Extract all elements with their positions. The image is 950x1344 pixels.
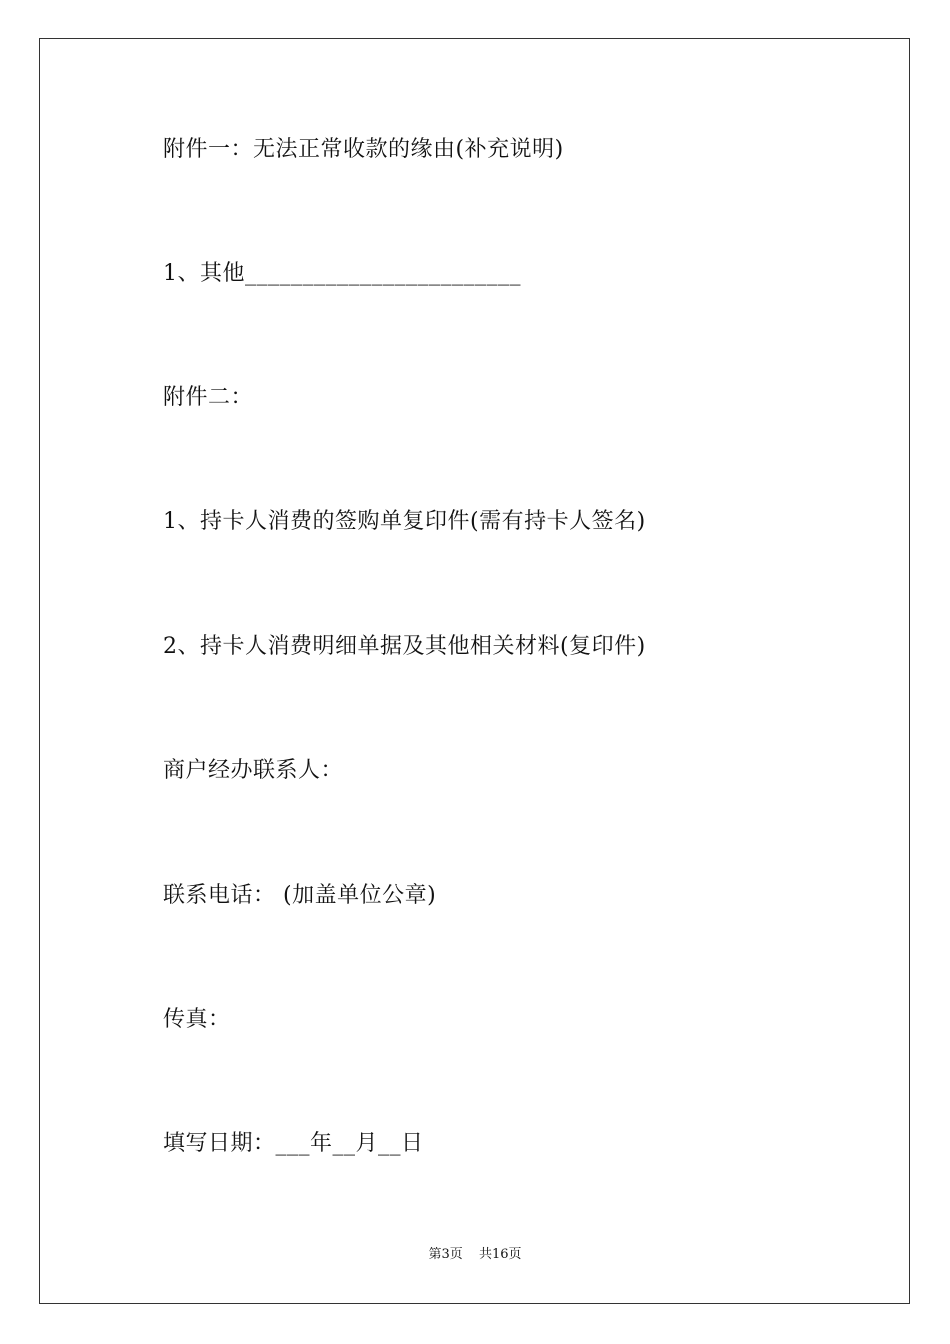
- attachment-item-2: 2、持卡人消费明细单据及其他相关材料(复印件): [163, 634, 646, 659]
- page-number: 第3页: [428, 1247, 463, 1262]
- other-reason-line: 1、其他________________________: [163, 261, 521, 286]
- fill-date-label: 填写日期：___年__月__日: [163, 1131, 424, 1156]
- page-footer: [0, 1246, 950, 1264]
- merchant-contact-label: 商户经办联系人：: [163, 758, 344, 783]
- attachment-item-1: 1、持卡人消费的签购单复印件(需有持卡人签名): [163, 509, 646, 534]
- attachment-two-title: 附件二：: [163, 385, 254, 410]
- page-total: 共16页: [478, 1247, 522, 1262]
- fax-label: 传真：: [163, 1007, 231, 1032]
- contact-phone-label: 联系电话： (加盖单位公章): [163, 883, 437, 908]
- attachment-one-title: 附件一：无法正常收款的缘由(补充说明): [163, 137, 564, 162]
- page-frame: [39, 38, 910, 1304]
